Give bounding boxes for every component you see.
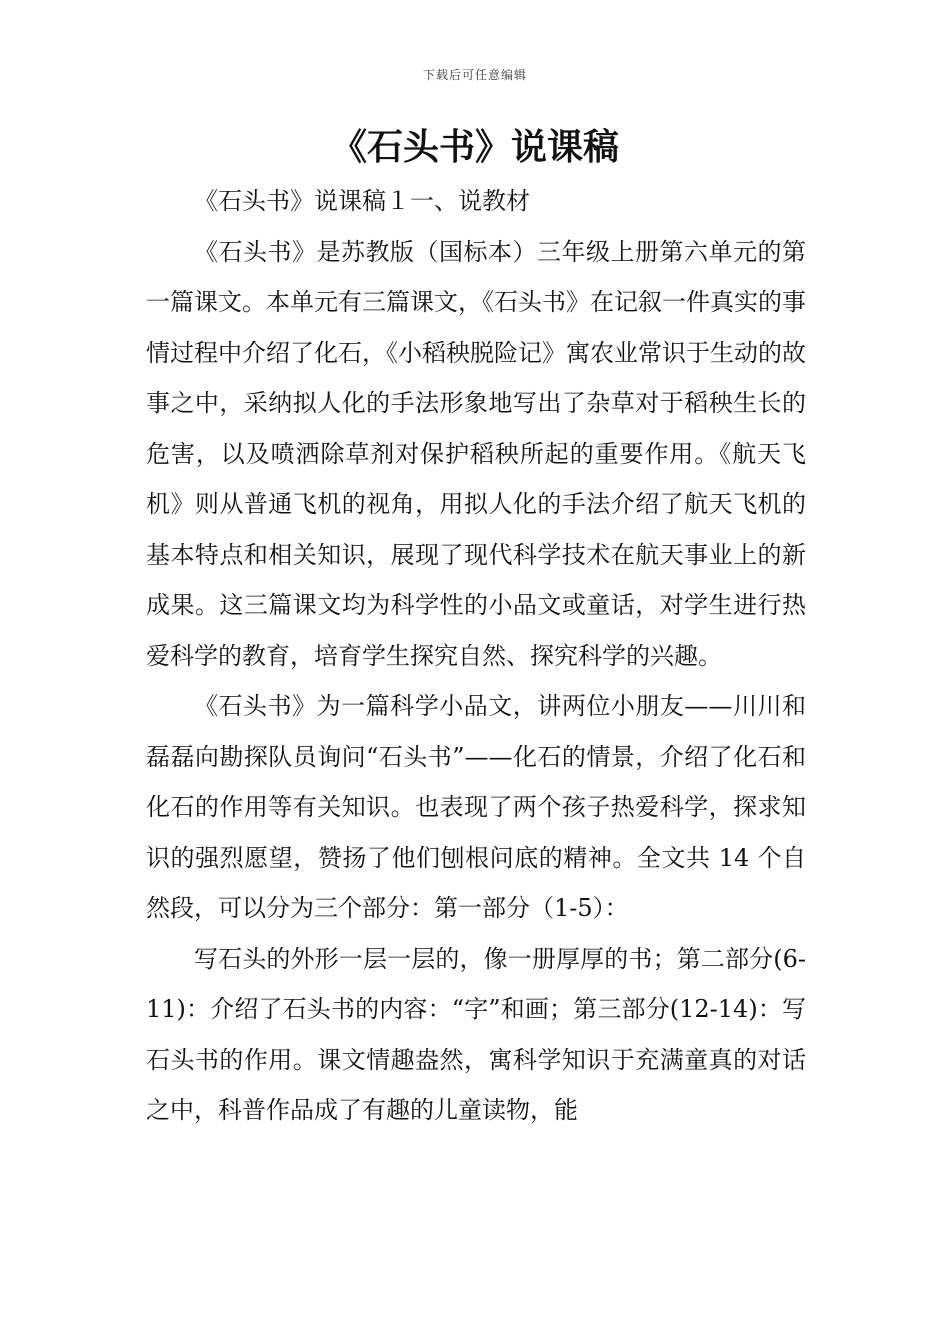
paragraph: 写石头的外形一层一层的，像一册厚厚的书；第二部分(6-11)：介绍了石头书的内容：“字”和画；第三部分(12-14)：写石头书的作用。课文情趣盎然，寓科学知识于充满童真的对话之中，科普作品成了有趣的儿童读物，能 (146, 944, 806, 1124)
header-note: 下载后可任意编辑 (422, 68, 527, 82)
document-body (146, 176, 806, 1136)
section-heading: 《石头书》说课稿１一、说教材 (194, 187, 530, 215)
paragraph: 《石头书》为一篇科学小品文，讲两位小朋友——川川和磊磊向勘探队员询问“石头书”——化石的情景，介绍了化石和化石的作用等有关知识。也表现了两个孩子热爱科学，探求知识的强烈愿望，赞扬了他们刨根问底的精神。全文共 14 个自然段，可以分为三个部分：第一部分（1-5）： (146, 692, 806, 922)
document-title: 《石头书》说课稿 (330, 127, 619, 168)
paragraph: 《石头书》是苏教版（国标本）三年级上册第六单元的第一篇课文。本单元有三篇课文，《石头书》在记叙一件真实的事情过程中介绍了化石，《小稻秧脱险记》寓农业常识于生动的故事之中，采纳拟人化的手法形象地写出了杂草对于稻秧生长的危害，以及喷洒除草剂对保护稻秧所起的重要作用。《航天飞机》则从普通飞机的视角，用拟人化的手法介绍了航天飞机的基本特点和相关知识，展现了现代科学技术在航天事业上的新成果。这三篇课文均为科学性的小品文或童话，对学生进行热爱科学的教育，培育学生探究自然、探究科学的兴趣。 (146, 237, 806, 670)
